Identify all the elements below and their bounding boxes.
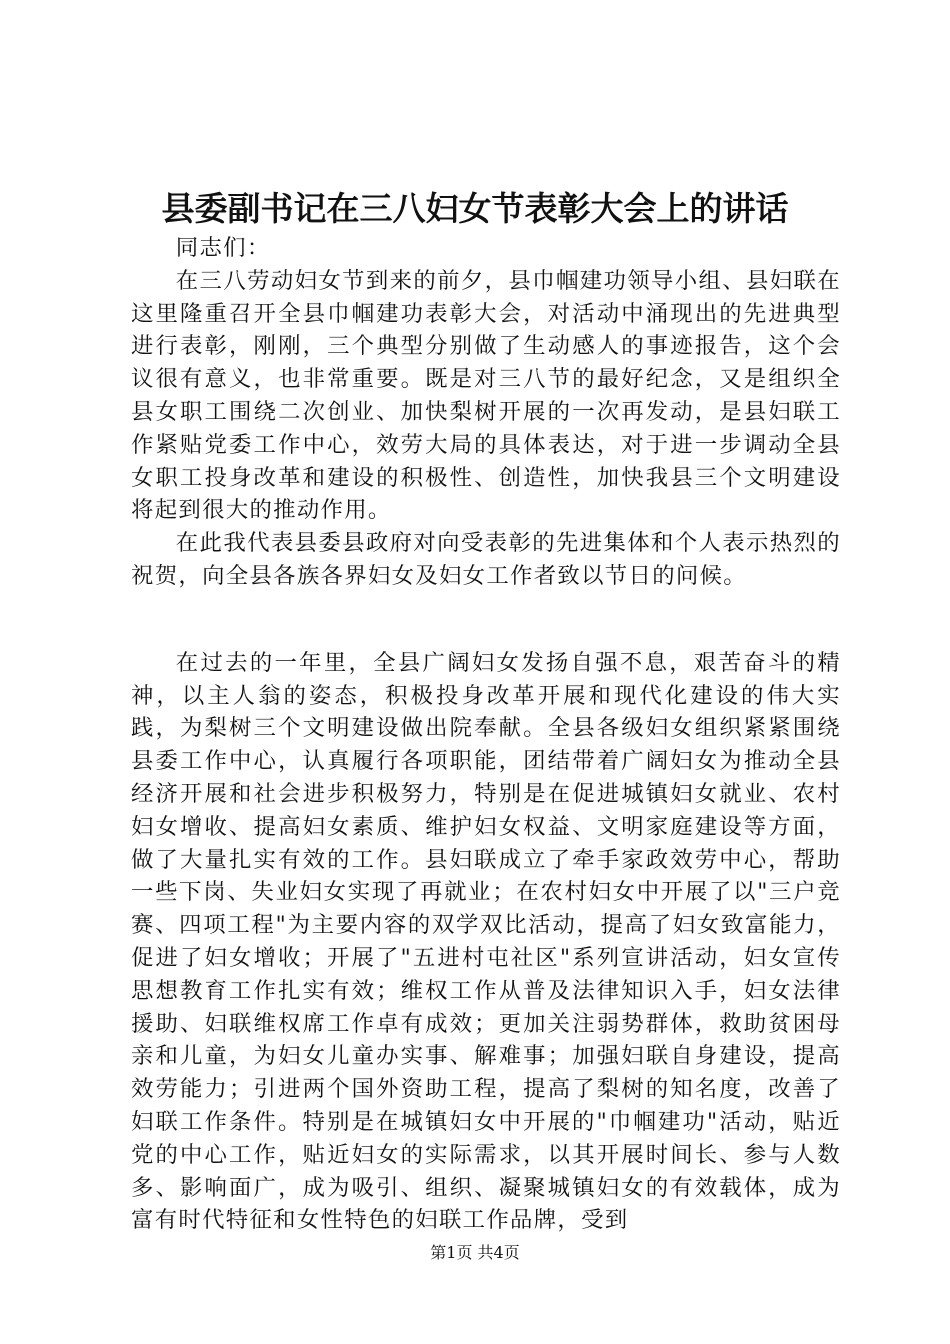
document-title: 县委副书记在三八妇女节表彰大会上的讲话 — [161, 189, 789, 228]
paragraph-spacer — [131, 593, 841, 647]
paragraph-3: 在过去的一年里，全县广阔妇女发扬自强不息，艰苦奋斗的精神，以主人翁的姿态，积极投身改革开展和现代化建设的伟大实践，为梨树三个文明建设做出院奉献。全县各级妇女组织紧紧围绕县委工作中心，认真履行各项职能，团结带着广阔妇女为推动全县经济开展和社会进步积极努力，特别是在促进城镇妇女就业、农村妇女增收、提高妇女素质、维护妇女权益、文明家庭建设等方面，做了大量扎实有效的工作。县妇联成立了牵手家政效劳中心，帮助一些下岗、失业妇女实现了再就业；在农村妇女中开展了以"三户竞赛、四项工程"为主要内容的双学双比活动，提高了妇女致富能力，促进了妇女增收；开展了"五进村屯社区"系列宣讲活动，妇女宣传思想教育工作扎实有效；维权工作从普及法律知识入手，妇女法律援助、妇联维权席工作卓有成效；更加关注弱势群体，救助贫困母亲和儿童，为妇女儿童办实事、解难事；加强妇联自身建设，提高效劳能力；引进两个国外资助工程，提高了梨树的知名度，改善了妇联工作条件。特别是在城镇妇女中开展的"巾帼建功"活动，贴近党的中心工作，贴近妇女的实际需求，以其开展时间长、参与人数多、影响面广，成为吸引、组织、凝聚城镇妇女的有效载体，成为富有时代特征和女性特色的妇联工作品牌，受到 — [131, 649, 841, 1234]
paragraph-2: 在此我代表县委县政府对向受表彰的先进集体和个人表示热烈的祝贺，向全县各族各界妇女及妇女工作者致以节日的问候。 — [131, 530, 841, 589]
page-footer: 第1页 共4页 — [430, 1243, 520, 1262]
paragraph-1: 在三八劳动妇女节到来的前夕，县巾帼建功领导小组、县妇联在这里隆重召开全县巾帼建功表彰大会，对活动中涌现出的先进典型进行表彰，刚刚，三个典型分别做了生动感人的事迹报告，这个会议很有意义，也非常重要。既是对三八节的最好纪念，又是组织全县女职工围绕二次创业、加快梨树开展的一次再发动，是县妇联工作紧贴党委工作中心，效劳大局的具体表达，对于进一步调动全县女职工投身改革和建设的积极性、创造性，加快我县三个文明建设将起到很大的推动作用。 — [131, 267, 841, 524]
salutation: 同志们： — [175, 235, 271, 261]
document-body — [131, 232, 841, 1237]
